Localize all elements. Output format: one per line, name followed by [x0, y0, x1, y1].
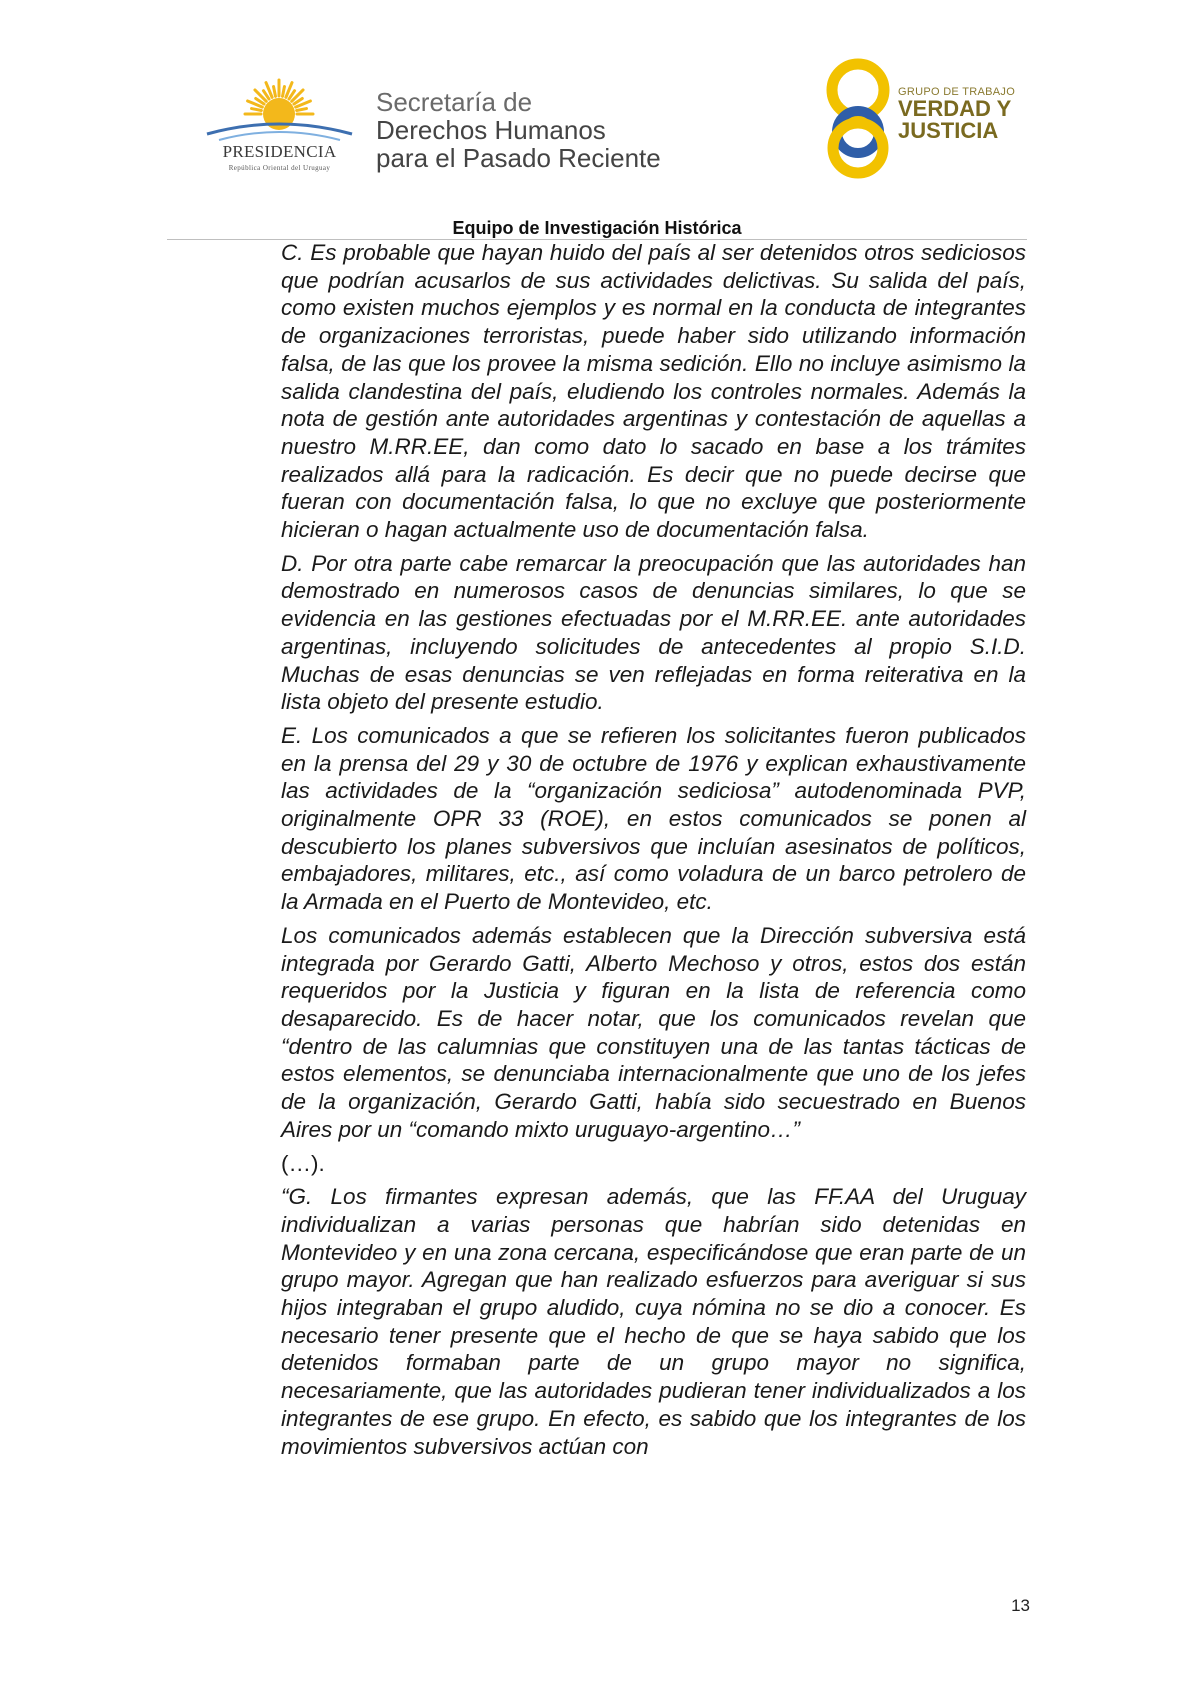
sun-ray [297, 109, 307, 111]
presidencia-subtitle: República Oriental del Uruguay [228, 164, 331, 172]
sun-icon [197, 78, 362, 148]
paragraph-c: C. Es probable que hayan huido del país al ser detenidos otros sediciosos que podrían acusarlos de sus actividades delictivas. Su salida del país, como existen muchos ejemplos y es normal en la conducta de integrantes de organizaciones terroristas, puede haber sido utilizando información falsa, de las que los provee la misma sedición. Ello no incluye asimismo la salida clandestina del país, eludiendo los controles normales. Además la nota de gestión ante autoridades argentinas y contestación de aquellas a nuestro M.RR.EE, dan como dato lo sacado en base a los trámites realizados allá para la radicación. Es decir que no puede decirse que fueran con documentación falsa, lo que no excluye que posteriormente hicieran o hagan actualmente uso de documentación falsa. [281, 240, 1026, 543]
paragraph-e: E. Los comunicados a que se refieren los solicitantes fueron publicados en la prensa del 29 y 30 de octubre de 1976 y explican exhaustivamente las actividades de la “organización sediciosa” autodenominada PVP, originalmente OPR 33 (ROE), en estos comunicados se ponen al descubierto los planes subversivos que incluían asesinatos de políticos, embajadores, militares, etc., así como voladura de un barco petrolero de la Armada en el Puerto de Montevideo, etc. [281, 722, 1026, 915]
sun-ray [274, 87, 276, 97]
linked-rings-icon [820, 56, 900, 180]
secretaria-line-2: Derechos Humanos [376, 115, 606, 145]
secretaria-line-1: Secretaría de [376, 87, 533, 117]
page-header [0, 0, 1190, 240]
paragraph-ellipsis: (…). [281, 1150, 325, 1176]
sun-ray [252, 109, 262, 111]
paragraph-comunicados: Los comunicados además establecen que la Dirección subversiva está integrada por Gerardo Gatti, Alberto Mechoso y otros, estos dos están requeridos por la Justicia y figuran en la lista de referencia como desaparecido. Es de hacer notar, que los comunicados revelan que “dentro de las calumnias que constituyen una de las tantas tácticas de estos elementos, se denunciaba internacionalmente que uno de los jefes de la organización, Gerardo Gatti, había sido secuestrado en Buenos Aires por un “comando mixto uruguayo-argentino…” [281, 922, 1026, 1142]
grupo-label: GRUPO DE TRABAJO [898, 86, 1016, 98]
justicia-label: JUSTICIA [898, 118, 999, 143]
verdad-label: VERDAD Y [898, 96, 1012, 121]
verdad-justicia-logo [820, 56, 1030, 180]
paragraph-d: D. Por otra parte cabe remarcar la preocupación que las autoridades han demostrado en numerosos casos de denuncias similares, lo que se evidencia en las gestiones efectuadas por el M.RR.EE. ante autoridades argentinas, incluyendo solicitudes de antecedentes al propio S.I.D. Muchas de esas denuncias se ven reflejadas en forma reiterativa en la lista objeto del presente estudio. [281, 550, 1026, 715]
sun-ray [283, 87, 285, 97]
presidencia-logo [197, 78, 362, 178]
presidencia-title: PRESIDENCIA [222, 142, 337, 161]
paragraph-g: “G. Los firmantes expresan además, que las FF.AA del Uruguay individualizan a varias personas que habrían sido detenidas en Montevideo y en una zona cercana, especificándose que eran parte de un grupo mayor. Agregan que han realizado esfuerzos para averiguar si sus hijos integraban el grupo aludido, cuya nómina no se dio a conocer. Es necesario tener presente que el hecho de que se haya sabido que los detenidos formaban parte de un grupo mayor no significa, necesariamente, que las autoridades pudieran tener individualizados a los integrantes de ese grupo. En efecto, es sabido que los integrantes de los movimientos subversivos actúan con [281, 1184, 1026, 1459]
verdad-justicia-text [898, 86, 1038, 142]
secretaria-name [376, 88, 706, 172]
secretaria-line-3: para el Pasado Reciente [376, 143, 661, 173]
document-body [281, 239, 1026, 1466]
team-title: Equipo de Investigación Histórica [452, 218, 742, 238]
page-number: 13 [1011, 1596, 1030, 1615]
